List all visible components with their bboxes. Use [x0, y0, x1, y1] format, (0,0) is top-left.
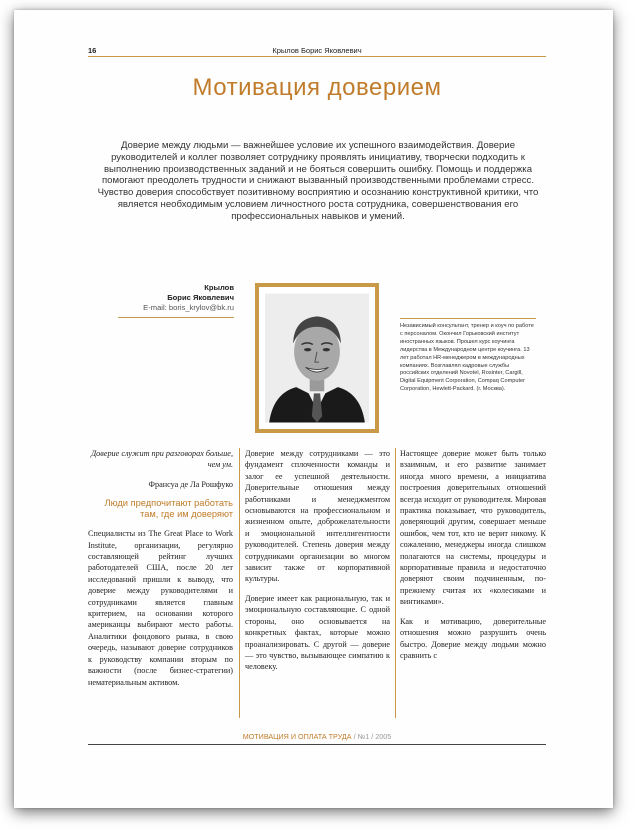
- header-rule: [88, 56, 546, 57]
- author-surname: Крылов: [204, 283, 234, 292]
- epigraph-author: Франсуа де Ла Рошфуко: [148, 479, 233, 489]
- author-bio: [400, 318, 536, 394]
- section-subheading: Люди предпочитают работать там, где им доверяют: [104, 498, 233, 520]
- bio-text: Независимый консультант, тренер и коуч по работе с персоналом. Окончил Горьковский институт иностранных языков. Прошел курс коучинга лидерства в Международном центре коучинга. 13 лет работал HR-менеджером в международных компаниях. Возглавлял кадровые службы российских отделений Novotel, Rosinter, Cargill, Digital Equipment Corporation, Compaq Computer Corporation, Hewlett-Packard. (г. Москва).: [400, 323, 534, 393]
- column-1-paragraph: Специалисты из The Great Place to Work Institute, организации, регулярно составляющей рейтинг лучших работодателей США, после 20 лет исследований пришли к выводу, что доверие между руководителями и сотрудниками является главным критерием, на основании которого американцы выбирают место работы. Аналитики фондового рынка, в свою очередь, называют доверие сотрудников к руководству компании вторым по важности (после бизнес-стратегии) нематериальным активом.: [88, 529, 233, 687]
- column-1: [88, 448, 233, 696]
- author-portrait-icon: [265, 293, 369, 423]
- column-2-paragraph-1: Доверие между сотрудниками — это фундамент сплоченности команды и залог ее успешной деятельности. Доверительные отношения между работниками и менеджментом основываются на профессиональном и жизненном опыте, доброжелательности и эмоциональной интеллигентности руководителей. Степень доверия между сотрудниками организации во многом зависит также от корпоративной культуры.: [245, 449, 390, 584]
- column-3-paragraph-2: Как и мотивацию, доверительные отношения можно разрушить очень быстро. Доверие между людьми можно сравнить с: [400, 616, 546, 660]
- epigraph-text: Доверие служит при разговорах больше, чем ум.: [90, 449, 233, 470]
- column-3: [400, 448, 546, 669]
- author-photo-frame: [255, 283, 379, 433]
- author-name: Борис Яковлевич: [167, 293, 234, 302]
- column-divider-2: [395, 448, 396, 718]
- page-footer: [88, 732, 546, 741]
- footer-rule: [88, 744, 546, 745]
- author-rule: [118, 317, 234, 318]
- header-author: Крылов Борис Яковлевич: [272, 46, 362, 55]
- column-2: [245, 448, 390, 681]
- footer-issue: / №1 / 2005: [351, 732, 392, 741]
- article-title: Мотивация доверием: [192, 74, 442, 101]
- author-block: [118, 283, 234, 318]
- footer-journal: МОТИВАЦИЯ И ОПЛАТА ТРУДА: [242, 732, 352, 741]
- lead-text: Доверие между людьми — важнейшее условие их успешного взаимодействия. Доверие руководителей и коллег позволяет сотруднику проявлять инициативу, творчески подходить к выполнению производственных заданий и не бояться совершить ошибку. Помощь и поддержка помогают преодолеть трудности и снижают вызванный производственными проблемами стресс. Чувство доверия способствует позитивному восприятию и осознанию конструктивной критики, что является необходимым условием личностного роста сотрудника, совершенствования его профессиональных навыков и умений.: [97, 140, 539, 222]
- article-lead: [96, 140, 540, 223]
- bio-rule: [400, 318, 536, 319]
- column-2-paragraph-2: Доверие имеет как рациональную, так и эмоциональную составляющие. С одной стороны, оно основывается на конкретных фактах, которые можно проанализировать. С другой — доверие — это чувство, вызывающее симпатию к человеку.: [245, 593, 390, 672]
- column-3-paragraph-1: Настоящее доверие может быть только взаимным, и его развитие занимает иногда много времени, а инициатива построения доверительных отношений всегда исходит от руководителя. Мировая практика показывает, что руководитель, доверяющий другим, совершает меньше ошибок, чем тот, кто не верит никому. К сожалению, менеджеры иногда слишком полагаются на системы, процедуры и корпоративные правила и недостаточно доверяют своим подчиненным, по-прежнему считая их «колесиками и винтиками».: [400, 449, 546, 607]
- column-divider-1: [239, 448, 240, 718]
- page-number: 16: [88, 46, 97, 55]
- author-email[interactable]: E-mail: boris_krylov@bk.ru: [143, 303, 234, 312]
